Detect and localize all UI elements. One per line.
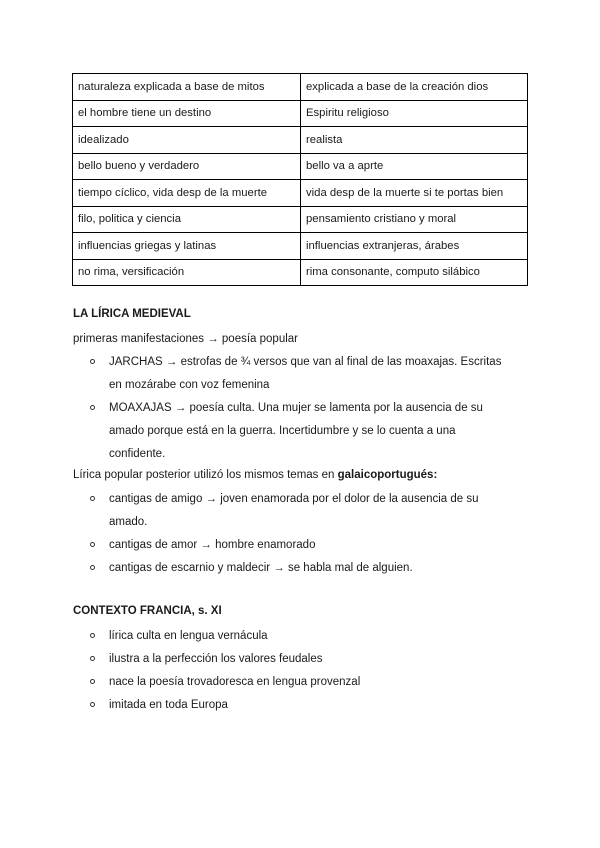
table-cell: no rima, versificación [73, 259, 301, 286]
list-item-line: cantigas de amor → hombre enamorado [109, 539, 316, 551]
table-cell: el hombre tiene un destino [73, 100, 301, 127]
table-row [73, 233, 528, 260]
table-cell: idealizado [73, 127, 301, 154]
table-cell: vida desp de la muerte si te portas bien [301, 180, 528, 207]
bullet-icon [90, 679, 95, 684]
table-row [73, 100, 528, 127]
table-cell: realista [301, 127, 528, 154]
bullet-icon [90, 565, 95, 570]
table-cell: filo, politica y ciencia [73, 206, 301, 233]
posterior-bold: galaicoportugués: [337, 469, 438, 481]
list-item-line: amado. [109, 516, 148, 528]
section-heading-lirica: LA LÍRICA MEDIEVAL [73, 308, 191, 320]
table-row [73, 153, 528, 180]
list-item [90, 557, 530, 580]
table-cell: explicada a base de la creación dios [301, 74, 528, 101]
bullet-icon [90, 405, 95, 410]
list-item-line: nace la poesía trovadoresca en lengua provenzal [109, 676, 361, 688]
lirica-list [90, 351, 530, 466]
list-item-line: imitada en toda Europa [109, 699, 228, 711]
table-cell: Espiritu religioso [301, 100, 528, 127]
bullet-icon [90, 359, 95, 364]
section-heading-francia: CONTEXTO FRANCIA, s. XI [73, 605, 222, 617]
list-item-line: MOAXAJAS → poesía culta. Una mujer se lamenta por la ausencia de su [109, 402, 483, 414]
table-row [73, 206, 528, 233]
list-item-line: cantigas de amigo → joven enamorada por el dolor de la ausencia de su [109, 493, 479, 505]
table-row [73, 127, 528, 154]
list-item [90, 694, 530, 717]
list-item [90, 397, 530, 466]
list-item-line: cantigas de escarnio y maldecir → se habla mal de alguien. [109, 562, 413, 574]
table-cell: bello va a aprte [301, 153, 528, 180]
list-item-line: JARCHAS → estrofas de ¾ versos que van al final de las moaxajas. Escritas [109, 356, 502, 368]
bullet-icon [90, 542, 95, 547]
list-item-line: en mozárabe con voz femenina [109, 379, 270, 391]
list-item [90, 534, 530, 557]
table-row [73, 74, 528, 101]
list-item [90, 488, 530, 534]
cantigas-list [90, 488, 530, 580]
table-row [73, 180, 528, 207]
table-cell: influencias extranjeras, árabes [301, 233, 528, 260]
bullet-icon [90, 496, 95, 501]
table-cell: pensamiento cristiano y moral [301, 206, 528, 233]
bullet-icon [90, 656, 95, 661]
table-cell: bello bueno y verdadero [73, 153, 301, 180]
francia-list [90, 625, 530, 717]
table-cell: rima consonante, computo silábico [301, 259, 528, 286]
list-item-line: ilustra a la perfección los valores feudales [109, 653, 323, 665]
list-item [90, 671, 530, 694]
comparison-table [72, 73, 528, 286]
lirica-posterior [73, 464, 437, 487]
list-item [90, 648, 530, 671]
table-cell: tiempo cíclico, vida desp de la muerte [73, 180, 301, 207]
list-item [90, 625, 530, 648]
table-cell: naturaleza explicada a base de mitos [73, 74, 301, 101]
list-item-line: confidente. [109, 448, 166, 460]
bullet-icon [90, 633, 95, 638]
table-row [73, 259, 528, 286]
bullet-icon [90, 702, 95, 707]
table-cell: influencias griegas y latinas [73, 233, 301, 260]
posterior-text: Lírica popular posterior utilizó los mismos temas en [73, 469, 338, 481]
list-item [90, 351, 530, 397]
list-item-line: amado porque está en la guerra. Incertidumbre y se lo cuenta a una [109, 425, 456, 437]
list-item-line: lírica culta en lengua vernácula [109, 630, 268, 642]
lirica-intro: primeras manifestaciones → poesía popular [73, 333, 299, 345]
